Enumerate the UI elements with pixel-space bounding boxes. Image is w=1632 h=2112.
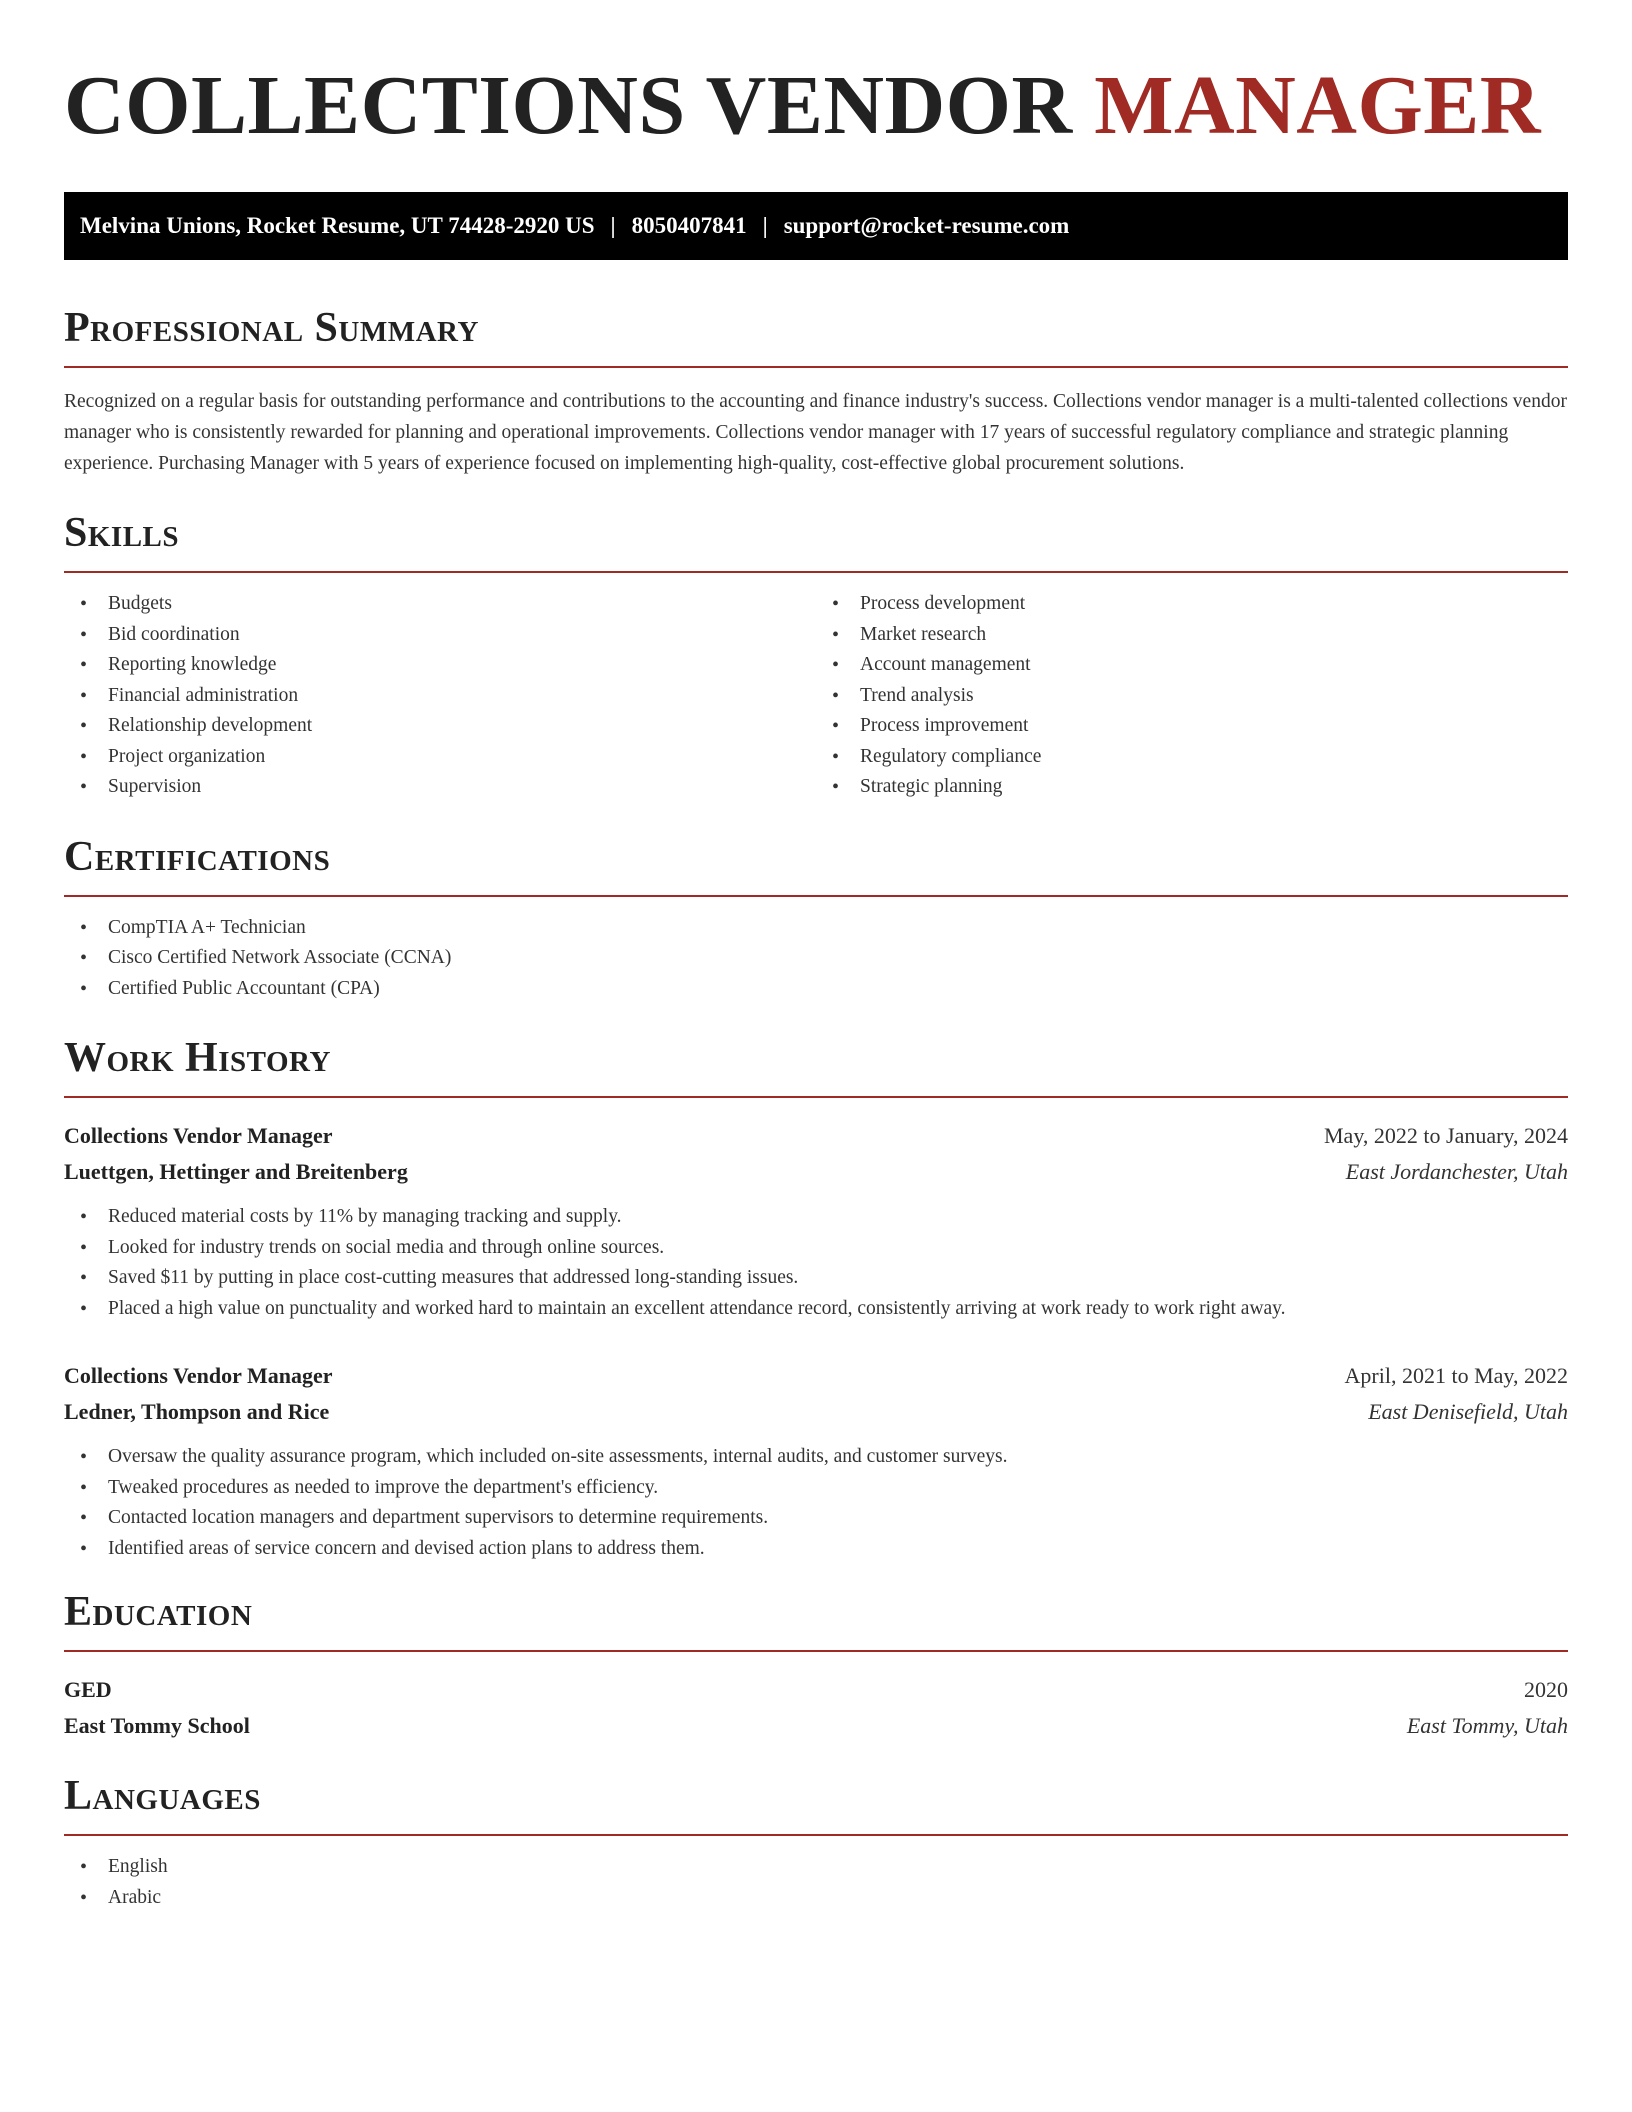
job-bullets	[64, 1202, 1568, 1324]
job-bullet: • Oversaw the quality assurance program, which included on-site assessments, internal audits, and customer surveys.	[64, 1442, 1568, 1473]
education-school-row	[64, 1708, 1568, 1744]
work-history-heading: Work History	[64, 1035, 331, 1081]
skills-heading: Skills	[64, 510, 180, 556]
job-bullet: • Saved $11 by putting in place cost-cutting measures that addressed long-standing issues.	[64, 1263, 1568, 1294]
education-school: East Tommy School	[64, 1713, 250, 1738]
skill-item: • Market research	[816, 620, 1568, 651]
job-bullet: • Looked for industry trends on social media and through online sources.	[64, 1233, 1568, 1264]
job-title-row	[64, 1358, 1568, 1394]
skill-item: • Regulatory compliance	[816, 742, 1568, 773]
job-bullet: • Identified areas of service concern and devised action plans to address them.	[64, 1534, 1568, 1565]
languages-list	[64, 1852, 1568, 1913]
skill-item: • Relationship development	[64, 711, 816, 742]
skill-item: • Financial administration	[64, 681, 816, 712]
language-item: • Arabic	[64, 1883, 1568, 1914]
education-location: East Tommy, Utah	[1406, 1713, 1568, 1738]
section-divider	[64, 1650, 1568, 1652]
title-main: COLLECTIONS VENDOR	[64, 59, 1073, 152]
languages-heading: Languages	[64, 1773, 261, 1819]
section-divider	[64, 895, 1568, 897]
education-heading: Education	[64, 1589, 253, 1635]
work-history-section	[64, 1034, 1568, 1564]
resume-title	[64, 0, 1568, 156]
certifications-list	[64, 913, 1568, 1005]
certification-item: • CompTIA A+ Technician	[64, 913, 1568, 944]
section-divider	[64, 1834, 1568, 1836]
contact-separator: |	[762, 213, 768, 238]
skill-item: • Process development	[816, 589, 1568, 620]
skill-item: • Trend analysis	[816, 681, 1568, 712]
education-degree-row	[64, 1672, 1568, 1708]
education-degree: GED	[64, 1677, 112, 1702]
job-bullet: • Placed a high value on punctuality and worked hard to maintain an excellent attendance record, consistently arriving at work ready to work right away.	[64, 1294, 1568, 1325]
job-bullets	[64, 1442, 1568, 1564]
job-title: Collections Vendor Manager	[64, 1123, 333, 1148]
skill-item: • Project organization	[64, 742, 816, 773]
job-dates: May, 2022 to January, 2024	[1324, 1123, 1568, 1148]
job-bullet: • Contacted location managers and department supervisors to determine requirements.	[64, 1503, 1568, 1534]
contact-address: Melvina Unions, Rocket Resume, UT 74428-2920 US	[80, 213, 595, 238]
contact-separator: |	[610, 213, 616, 238]
summary-text: Recognized on a regular basis for outstanding performance and contributions to the accounting and finance industry's success. Collections vendor manager is a multi-talented collections vendor manager who is consistently rewarded for planning and operational improvements. Collections vendor manager with 17 years of successful regulatory compliance and strategic planning experience. Purchasing Manager with 5 years of experience focused on implementing high-quality, cost-effective global procurement solutions.	[64, 391, 1567, 474]
certifications-section	[64, 833, 1568, 1005]
job-company-row	[64, 1394, 1568, 1430]
job-dates: April, 2021 to May, 2022	[1344, 1363, 1568, 1388]
skills-list-left	[64, 589, 816, 803]
education-year: 2020	[1524, 1677, 1568, 1702]
job-company: Ledner, Thompson and Rice	[64, 1399, 330, 1424]
summary-heading: Professional Summary	[64, 305, 479, 351]
job-bullet: • Reduced material costs by 11% by managing tracking and supply.	[64, 1202, 1568, 1233]
contact-phone: 8050407841	[631, 213, 747, 238]
skill-item: • Strategic planning	[816, 772, 1568, 803]
certifications-heading: Certifications	[64, 833, 331, 880]
skill-item: • Reporting knowledge	[64, 650, 816, 681]
contact-email: support@rocket-resume.com	[783, 213, 1070, 238]
skill-item: • Supervision	[64, 772, 816, 803]
job-title: Collections Vendor Manager	[64, 1363, 333, 1388]
job-bullet: • Tweaked procedures as needed to improve the department's efficiency.	[64, 1473, 1568, 1504]
skill-item: • Budgets	[64, 589, 816, 620]
skill-item: • Account management	[816, 650, 1568, 681]
contact-bar	[64, 192, 1568, 260]
certification-item: • Certified Public Accountant (CPA)	[64, 974, 1568, 1005]
section-divider	[64, 366, 1568, 368]
languages-section	[64, 1772, 1568, 1913]
job-entry	[64, 1358, 1568, 1564]
job-entry	[64, 1118, 1568, 1324]
skills-grid	[64, 573, 1568, 803]
language-item: • English	[64, 1852, 1568, 1883]
education-entry	[64, 1672, 1568, 1744]
title-accent: MANAGER	[1094, 59, 1541, 152]
skill-item: • Process improvement	[816, 711, 1568, 742]
summary-section	[64, 304, 1568, 479]
certification-item: • Cisco Certified Network Associate (CCNA)	[64, 943, 1568, 974]
job-location: East Jordanchester, Utah	[1345, 1159, 1568, 1184]
job-company-row	[64, 1154, 1568, 1190]
education-section	[64, 1588, 1568, 1744]
skills-section	[64, 509, 1568, 803]
skills-list-right	[816, 589, 1568, 803]
section-divider	[64, 1096, 1568, 1098]
job-title-row	[64, 1118, 1568, 1154]
job-location: East Denisefield, Utah	[1368, 1399, 1568, 1424]
job-company: Luettgen, Hettinger and Breitenberg	[64, 1159, 408, 1184]
skill-item: • Bid coordination	[64, 620, 816, 651]
